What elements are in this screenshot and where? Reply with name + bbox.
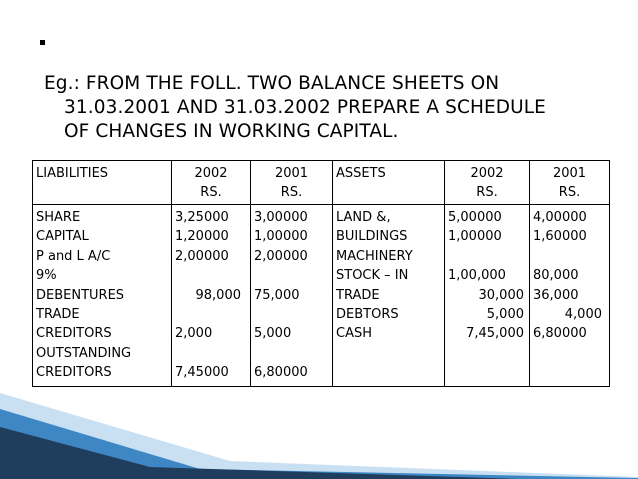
header-unit: RS. <box>476 185 498 201</box>
liability-value-2002 <box>175 344 247 363</box>
asset-value-2001 <box>533 247 606 266</box>
bullet-marker <box>40 40 45 45</box>
header-assets-2001 <box>530 161 610 205</box>
liability-value-2002 <box>175 266 247 285</box>
heading-line-1: Eg.: FROM THE FOLL. TWO BALANCE SHEETS ON <box>44 73 500 94</box>
table-header-row <box>33 161 610 205</box>
balance-sheet-table <box>32 160 610 387</box>
liability-value-2001: 5,000 <box>254 326 292 342</box>
header-year: 2001 <box>552 166 587 181</box>
liability-label: CREDITORS <box>36 326 112 342</box>
asset-value-2001: 80,000 <box>533 268 579 284</box>
header-unit: RS. <box>280 185 303 201</box>
header-year: 2001 <box>274 166 309 181</box>
liability-value-2002 <box>175 305 247 324</box>
asset-value-2002: 5,00000 <box>448 210 502 225</box>
asset-value-2002 <box>448 247 526 266</box>
heading-line-2: 31.03.2001 AND 31.03.2002 PREPARE A SCHEDULE <box>64 97 546 118</box>
header-assets-2002 <box>445 161 530 205</box>
liability-value-2002: 3,25000 <box>175 210 229 225</box>
asset-label: BUILDINGS <box>336 229 408 245</box>
liability-value-2001: 1,00000 <box>254 229 308 245</box>
assets-labels-cell <box>333 205 445 387</box>
asset-label: MACHINERY <box>336 248 413 264</box>
heading-line-3: OF CHANGES IN WORKING CAPITAL. <box>64 121 399 142</box>
liability-label: DEBENTURES <box>36 287 125 303</box>
asset-value-2001: 36,000 <box>533 287 579 303</box>
header-unit: RS. <box>200 185 222 201</box>
liability-value-2001: 75,000 <box>254 287 300 303</box>
header-liabilities-2002 <box>172 161 251 205</box>
liability-value-2002: 1,20000 <box>175 229 229 245</box>
header-unit: RS. <box>558 185 581 201</box>
header-liabilities: LIABILITIES <box>33 161 172 205</box>
liability-value-2002: 98,000 <box>195 287 241 303</box>
header-year: 2002 <box>194 166 228 181</box>
assets-2002-cell <box>445 205 530 387</box>
liability-value-2001 <box>254 344 329 363</box>
liability-label: OUTSTANDING <box>36 345 132 361</box>
liabilities-2001-cell <box>251 205 333 387</box>
liability-label: CAPITAL <box>36 229 89 245</box>
liability-label: 9% <box>36 268 57 284</box>
liability-value-2001: 3,00000 <box>254 210 308 225</box>
liability-value-2001: 2,00000 <box>254 248 308 264</box>
liabilities-labels-cell <box>33 205 172 387</box>
assets-2001-cell <box>530 205 610 387</box>
asset-value-2002: 1,00000 <box>448 229 502 245</box>
decorative-swoosh <box>0 389 638 479</box>
liability-label: CREDITORS <box>36 365 112 381</box>
table-body-row <box>33 205 610 387</box>
liability-label: SHARE <box>36 210 81 225</box>
asset-label: STOCK – IN <box>336 268 409 284</box>
asset-value-2002: 5,000 <box>486 306 524 322</box>
asset-value-2002: 7,45,000 <box>466 326 524 342</box>
slide-heading <box>44 72 619 144</box>
asset-label: DEBTORS <box>336 306 399 322</box>
asset-value-2002: 1,00,000 <box>448 268 506 284</box>
liability-label: TRADE <box>36 306 80 322</box>
liability-value-2002: 7,45000 <box>175 365 229 381</box>
asset-value-2001: 6,80000 <box>533 326 587 342</box>
liability-value-2001 <box>254 305 329 324</box>
liability-value-2002: 2,000 <box>175 326 213 342</box>
liability-value-2001 <box>254 266 329 285</box>
liability-label: P and L A/C <box>36 248 111 264</box>
liability-value-2002: 2,00000 <box>175 248 229 264</box>
asset-value-2001: 4,000 <box>564 306 602 322</box>
liabilities-2002-cell <box>172 205 251 387</box>
header-year: 2002 <box>470 166 504 181</box>
asset-value-2002: 30,000 <box>478 287 524 303</box>
asset-label: CASH <box>336 326 372 342</box>
header-liabilities-2001 <box>251 161 333 205</box>
asset-label: TRADE <box>336 287 380 303</box>
asset-value-2001: 1,60000 <box>533 229 587 245</box>
asset-value-2001: 4,00000 <box>533 210 587 225</box>
liability-value-2001: 6,80000 <box>254 365 308 381</box>
header-assets: ASSETS <box>333 161 445 205</box>
asset-label: LAND &, <box>336 210 391 225</box>
